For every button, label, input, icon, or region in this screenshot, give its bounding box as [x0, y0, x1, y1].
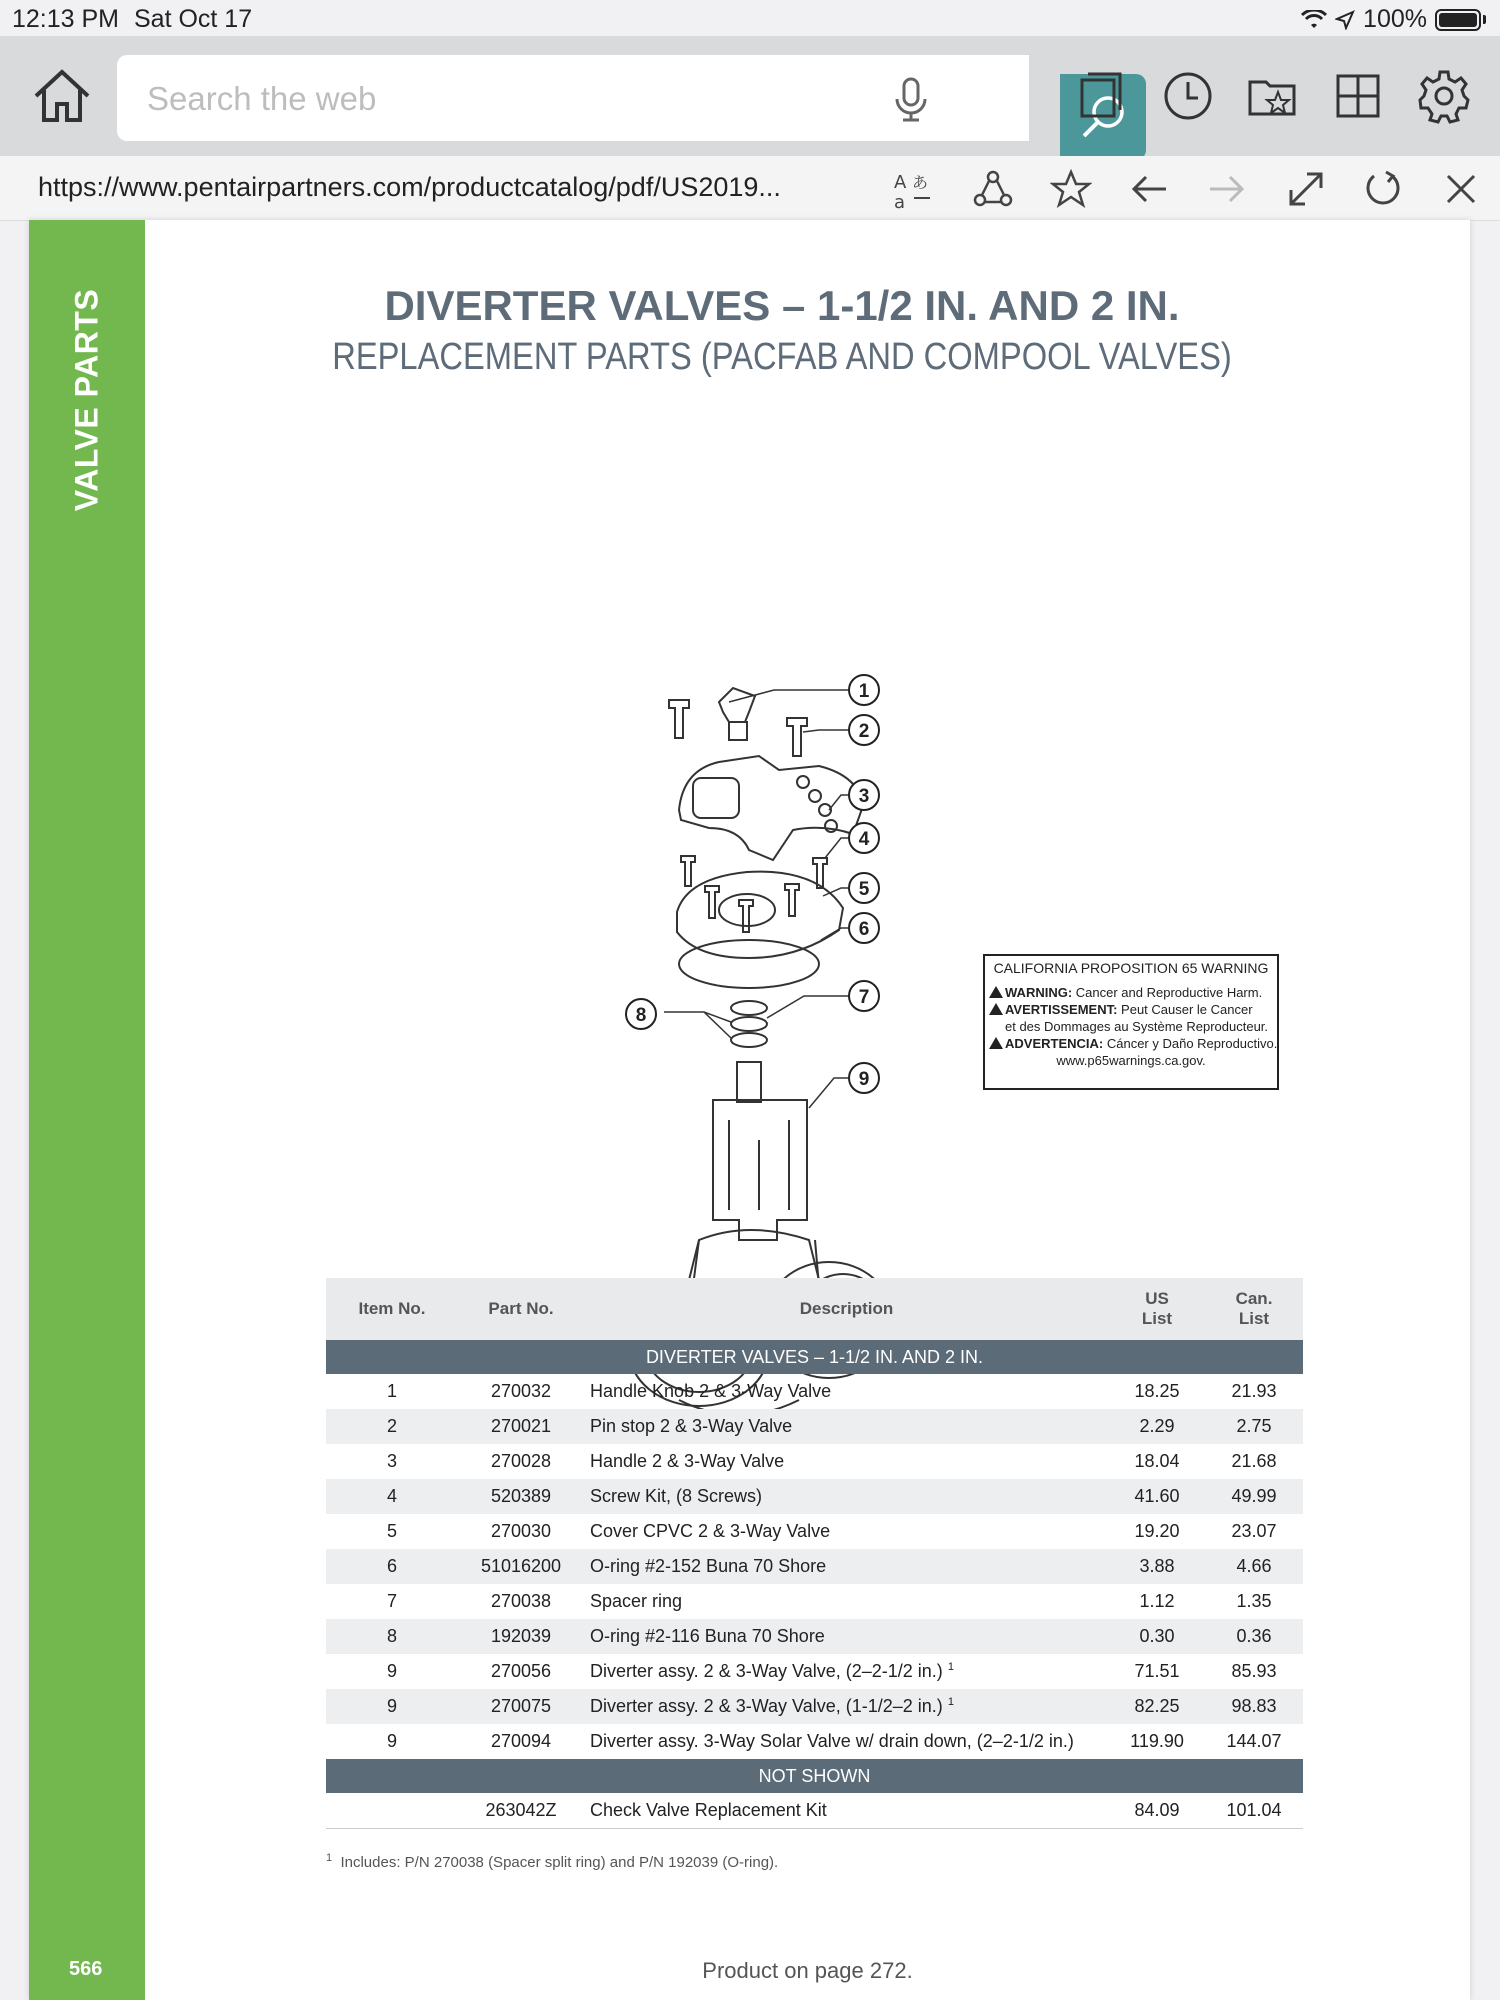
warning-triangle-icon	[989, 986, 1003, 998]
table-row	[326, 1584, 1303, 1619]
cell-us-list: 82.25	[1109, 1689, 1205, 1724]
cell-description	[584, 1654, 1109, 1689]
header-can-line2: List	[1238, 1309, 1270, 1328]
table-row	[326, 1409, 1303, 1444]
url-text[interactable]: https://www.pentairpartners.com/productcatalog/pdf/US2019...	[38, 172, 781, 202]
product-page-reference: Product on page 272.	[702, 1958, 913, 1983]
cell-can-list: 49.99	[1205, 1479, 1303, 1514]
callout-label: 5	[858, 879, 870, 900]
cell-can-list: 0.36	[1205, 1619, 1303, 1654]
cell-can-list: 21.93	[1231, 1381, 1277, 1401]
header-us-line1: US	[1145, 1289, 1169, 1308]
svg-text:あ: あ	[912, 173, 929, 192]
translate-icon[interactable]	[892, 168, 934, 210]
cell-description	[584, 1689, 1109, 1724]
cell-us-list: 3.88	[1109, 1549, 1205, 1584]
cell-us-list: 18.25	[1134, 1381, 1180, 1401]
table-header-row	[326, 1278, 1303, 1340]
tabs-icon[interactable]	[1074, 68, 1130, 124]
cell-can-list: 144.07	[1226, 1731, 1282, 1751]
cell-can-list: 101.04	[1226, 1800, 1282, 1820]
favorite-star-icon[interactable]	[1050, 168, 1092, 210]
url-bar	[0, 156, 1500, 221]
callout-label: 8	[635, 1005, 647, 1026]
forward-arrow-icon[interactable]	[1206, 168, 1248, 210]
status-bar	[0, 0, 1500, 36]
prop65-warning-box	[983, 954, 1279, 1090]
table-row	[326, 1514, 1303, 1549]
cell-part-no: 270056	[490, 1661, 552, 1681]
header-description: Description	[584, 1278, 1109, 1340]
description-text: Diverter assy. 2 & 3-Way Valve, (1-1/2–2 in.)	[590, 1696, 943, 1716]
section-title: NOT SHOWN	[326, 1759, 1303, 1793]
warning-triangle-icon	[989, 1037, 1003, 1049]
page-number: 566	[69, 1958, 103, 1980]
battery-tip	[1483, 15, 1486, 24]
table-row	[326, 1549, 1303, 1584]
table-row	[326, 1619, 1303, 1654]
cell-description	[584, 1584, 1109, 1619]
prop65-advertencia-text: Cáncer y Daño Reproductivo.	[1103, 1036, 1278, 1051]
prop65-avertissement-label: AVERTISSEMENT:	[1005, 1002, 1118, 1017]
cell-part-no: 270032	[490, 1381, 552, 1401]
description-text: Diverter assy. 3-Way Solar Valve w/ drain down, (2–2-1/2 in.)	[590, 1731, 1074, 1751]
cell-part-no: 270028	[490, 1451, 552, 1471]
cell-item-no: 6	[326, 1549, 458, 1584]
apps-grid-icon[interactable]	[1330, 68, 1386, 124]
cell-part-no: 51016200	[458, 1549, 584, 1584]
cell-us-list: 119.90	[1130, 1731, 1184, 1751]
cell-us-list: 0.30	[1109, 1619, 1205, 1654]
cell-description	[584, 1514, 1109, 1549]
cell-us-list: 2.29	[1109, 1409, 1205, 1444]
battery-icon	[1435, 9, 1481, 31]
header-us-line2: List	[1141, 1309, 1173, 1328]
battery-percent: 100%	[1363, 5, 1427, 33]
cell-item-no: 3	[386, 1451, 397, 1471]
section-row	[326, 1759, 1303, 1793]
cell-description	[584, 1724, 1109, 1759]
table-row	[326, 1724, 1303, 1759]
cell-can-list: 85.93	[1231, 1661, 1277, 1681]
cell-part-no: 270021	[458, 1409, 584, 1444]
footnote-ref: 1	[947, 1661, 954, 1673]
section-label: VALVE PARTS	[68, 288, 105, 512]
cell-item-no: 9	[386, 1661, 397, 1681]
page-title: DIVERTER VALVES – 1-1/2 IN. AND 2 IN.	[384, 282, 1180, 329]
cell-can-list: 98.83	[1205, 1689, 1303, 1724]
footnote-ref: 1	[947, 1696, 954, 1708]
header-part-no: Part No.	[458, 1278, 584, 1340]
cell-us-list: 1.12	[1139, 1591, 1175, 1611]
share-icon[interactable]	[972, 168, 1014, 210]
cell-item-no: 7	[386, 1591, 397, 1611]
cell-us-list: 71.51	[1134, 1661, 1180, 1681]
table-row	[326, 1479, 1303, 1514]
cell-item-no: 5	[386, 1521, 397, 1541]
description-text: Screw Kit, (8 Screws)	[590, 1486, 763, 1506]
svg-text:a: a	[894, 192, 906, 210]
description-text: O-ring #2-152 Buna 70 Shore	[590, 1556, 827, 1576]
wifi-icon	[1301, 10, 1327, 30]
cell-description	[584, 1374, 1109, 1409]
description-text: O-ring #2-116 Buna 70 Shore	[590, 1626, 825, 1646]
table-row	[326, 1654, 1303, 1689]
cell-item-no: 4	[326, 1479, 458, 1514]
cell-can-list: 21.68	[1231, 1451, 1277, 1471]
cell-description	[584, 1619, 1109, 1654]
table-row	[326, 1444, 1303, 1479]
page-subtitle: REPLACEMENT PARTS (PACFAB AND COMPOOL VALVES)	[332, 336, 1232, 378]
cell-us-list: 41.60	[1109, 1479, 1205, 1514]
microphone-icon[interactable]	[887, 75, 935, 123]
cell-us-list: 84.09	[1134, 1800, 1180, 1820]
footnote-text: Includes: P/N 270038 (Spacer split ring) and P/N 192039 (O-ring).	[340, 1854, 779, 1871]
cell-part-no: 263042Z	[485, 1800, 557, 1820]
callout-label: 4	[858, 829, 870, 850]
cell-part-no: 192039	[458, 1619, 584, 1654]
table-row	[326, 1793, 1303, 1829]
search-input[interactable]	[145, 55, 849, 143]
header-can-list	[1205, 1278, 1303, 1340]
cell-description: Check Valve Replacement Kit	[590, 1800, 827, 1820]
history-icon[interactable]	[1160, 68, 1216, 124]
cell-us-list: 19.20	[1134, 1521, 1180, 1541]
home-icon[interactable]	[30, 64, 94, 128]
header-us-list	[1109, 1278, 1205, 1340]
prop65-header: CALIFORNIA PROPOSITION 65 WARNING	[993, 960, 1269, 976]
callout-label: 3	[858, 786, 870, 807]
callout-label: 7	[858, 987, 870, 1008]
back-arrow-icon[interactable]	[1128, 168, 1170, 210]
section-title: DIVERTER VALVES – 1-1/2 IN. AND 2 IN.	[326, 1340, 1303, 1374]
description-text: Cover CPVC 2 & 3-Way Valve	[590, 1521, 831, 1541]
fullscreen-icon[interactable]	[1285, 168, 1327, 210]
header-item-no: Item No.	[326, 1278, 458, 1340]
location-icon	[1335, 10, 1355, 30]
reload-icon[interactable]	[1362, 168, 1404, 210]
warning-triangle-icon	[989, 1003, 1003, 1015]
prop65-avertissement-text: Peut Causer le Cancer	[1117, 1002, 1253, 1017]
cell-description	[584, 1444, 1109, 1479]
description-text: Handle Knob 2 & 3-Way Valve	[590, 1381, 832, 1401]
callout-label: 9	[858, 1069, 870, 1090]
description-text: Diverter assy. 2 & 3-Way Valve, (2–2-1/2 in.)	[590, 1661, 943, 1681]
cell-part-no: 270038	[490, 1591, 552, 1611]
bookmarks-folder-icon[interactable]	[1244, 68, 1300, 124]
section-sidebar	[29, 220, 145, 2000]
prop65-url: www.p65warnings.ca.gov.	[1056, 1053, 1206, 1068]
callout-label: 6	[858, 919, 870, 940]
cell-can-list: 1.35	[1236, 1591, 1272, 1611]
cell-us-list: 18.04	[1134, 1451, 1180, 1471]
cell-can-list: 23.07	[1231, 1521, 1277, 1541]
cell-part-no: 520389	[458, 1479, 584, 1514]
footnote-mark: 1	[326, 1852, 333, 1864]
prop65-avertissement-text-2: et des Dommages au Système Reproducteur.	[1005, 1019, 1269, 1034]
status-time: 12:13 PM	[12, 5, 120, 33]
header-can-line1: Can.	[1235, 1289, 1273, 1308]
footnote	[326, 1852, 778, 1871]
cell-description	[584, 1479, 1109, 1514]
callout-label: 1	[858, 681, 870, 702]
cell-item-no: 9	[386, 1731, 397, 1751]
pdf-page	[29, 220, 1470, 2000]
settings-gear-icon[interactable]	[1416, 68, 1472, 124]
cell-can-list: 4.66	[1205, 1549, 1303, 1584]
description-text: Pin stop 2 & 3-Way Valve	[590, 1416, 793, 1436]
table-row	[326, 1689, 1303, 1724]
prop65-warning-text: Cancer and Reproductive Harm.	[1072, 985, 1263, 1000]
parts-table	[326, 1278, 1303, 1829]
browser-toolbar	[0, 36, 1500, 156]
description-text: Handle 2 & 3-Way Valve	[590, 1451, 785, 1471]
cell-item-no	[326, 1793, 458, 1829]
cell-can-list: 2.75	[1205, 1409, 1303, 1444]
svg-text:A: A	[894, 172, 907, 193]
prop65-advertencia-label: ADVERTENCIA:	[1005, 1036, 1104, 1051]
description-text: Spacer ring	[590, 1591, 683, 1611]
close-icon[interactable]	[1440, 168, 1482, 210]
cell-part-no: 270030	[490, 1521, 552, 1541]
callout-label: 2	[858, 721, 870, 742]
cell-description	[584, 1549, 1109, 1584]
prop65-warning-label: WARNING:	[1005, 985, 1073, 1000]
cell-description	[584, 1409, 1109, 1444]
cell-part-no: 270075	[458, 1689, 584, 1724]
search-box	[117, 55, 1029, 141]
status-date: Sat Oct 17	[134, 5, 253, 33]
cell-part-no: 270094	[490, 1731, 552, 1751]
cell-item-no: 2	[326, 1409, 458, 1444]
section-row	[326, 1340, 1303, 1374]
table-row	[326, 1374, 1303, 1409]
cell-item-no: 9	[326, 1689, 458, 1724]
cell-item-no: 1	[386, 1381, 397, 1401]
cell-item-no: 8	[326, 1619, 458, 1654]
